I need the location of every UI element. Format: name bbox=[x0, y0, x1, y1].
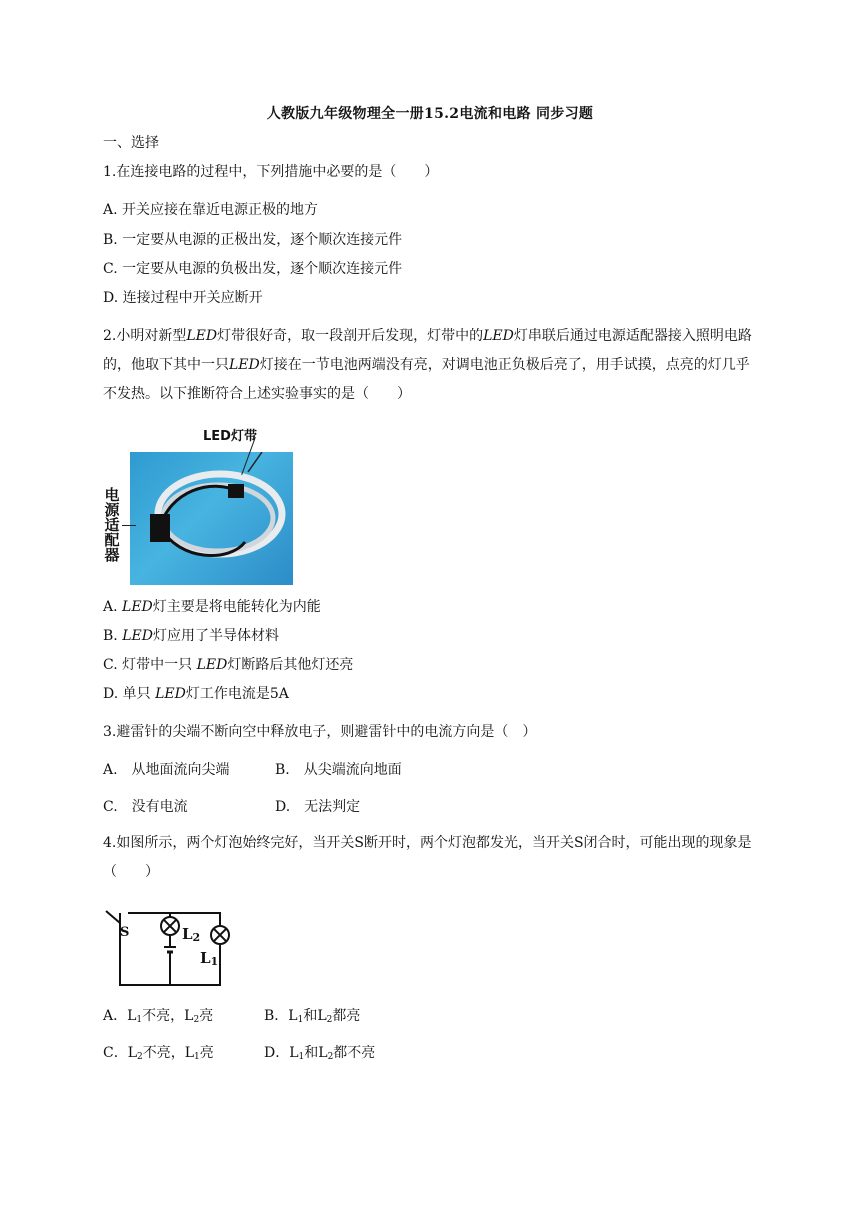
question-1-option-c: C. 一定要从电源的负极出发，逐个顺次连接元件 bbox=[103, 261, 403, 277]
question-1-option-d: D. 连接过程中开关应断开 bbox=[103, 290, 263, 306]
question-2-option-c: C. 灯带中一只 LED灯断路后其他灯还亮 bbox=[103, 657, 354, 673]
question-4-stem: 4.如图所示，两个灯泡始终完好，当开关S断开时，两个灯泡都发光，当开关S闭合时，可能出现的现象是（ ） bbox=[103, 835, 752, 880]
question-1-stem: 1.在连接电路的过程中，下列措施中必要的是（ ） bbox=[103, 164, 439, 180]
led-strip-label: LED灯带 bbox=[203, 429, 257, 444]
question-3-option-c: C. 没有电流 bbox=[103, 799, 188, 815]
page-title: 人教版九年级物理全一册15.2电流和电路 同步习题 bbox=[266, 106, 594, 122]
question-3-option-b: B. 从尖端流向地面 bbox=[275, 762, 402, 778]
section-heading: 一、选择 bbox=[103, 135, 159, 151]
question-3-option-a: A. 从地面流向尖端 bbox=[103, 762, 230, 778]
question-3-option-d: D. 无法判定 bbox=[275, 799, 361, 815]
question-4-option-c: C．$L_2$不亮，$L_1$亮 bbox=[103, 1045, 214, 1062]
question-4-option-b: B．$L_1$和$L_2$都亮 bbox=[264, 1008, 361, 1025]
switch-label: S bbox=[120, 925, 130, 940]
question-2-option-a: A. LED灯主要是将电能转化为内能 bbox=[103, 599, 321, 615]
question-1-option-b: B. 一定要从电源的正极出发，逐个顺次连接元件 bbox=[103, 232, 403, 248]
adapter-label-pointer bbox=[122, 525, 136, 526]
question-2-option-d: D. 单只 LED灯工作电流是5A bbox=[103, 686, 289, 702]
question-1-option-a: A. 开关应接在靠近电源正极的地方 bbox=[103, 202, 319, 218]
l1-label: $L_1$ bbox=[200, 949, 219, 968]
circuit-diagram bbox=[100, 903, 240, 988]
led-strip-illustration bbox=[130, 452, 293, 585]
l2-label: $L_2$ bbox=[182, 925, 201, 944]
power-adapter-label: 电 源 适 配 器 bbox=[104, 486, 120, 564]
circuit-svg bbox=[100, 903, 240, 988]
question-3-stem: 3.避雷针的尖端不断向空中释放电子，则避雷针中的电流方向是（ ） bbox=[103, 724, 537, 740]
question-4-option-d: D．$L_1$和$L_2$都不亮 bbox=[264, 1045, 376, 1062]
question-2-stem: 2.小明对新型LED灯带很好奇，取一段剖开后发现，灯带中的LED灯串联后通过电源适配器接入照明电路的，他取下其中一只LED灯接在一节电池两端没有亮，对调电池正负极后亮了，用手试摸，点亮的灯几乎不发热。以下推断符合上述实验事实的是（ ） bbox=[103, 328, 752, 402]
question-4-option-a: A．$L_1$不亮，$L_2$亮 bbox=[103, 1008, 214, 1025]
question-2-option-b: B. LED灯应用了半导体材料 bbox=[103, 628, 279, 644]
led-strip-photo bbox=[130, 452, 293, 585]
